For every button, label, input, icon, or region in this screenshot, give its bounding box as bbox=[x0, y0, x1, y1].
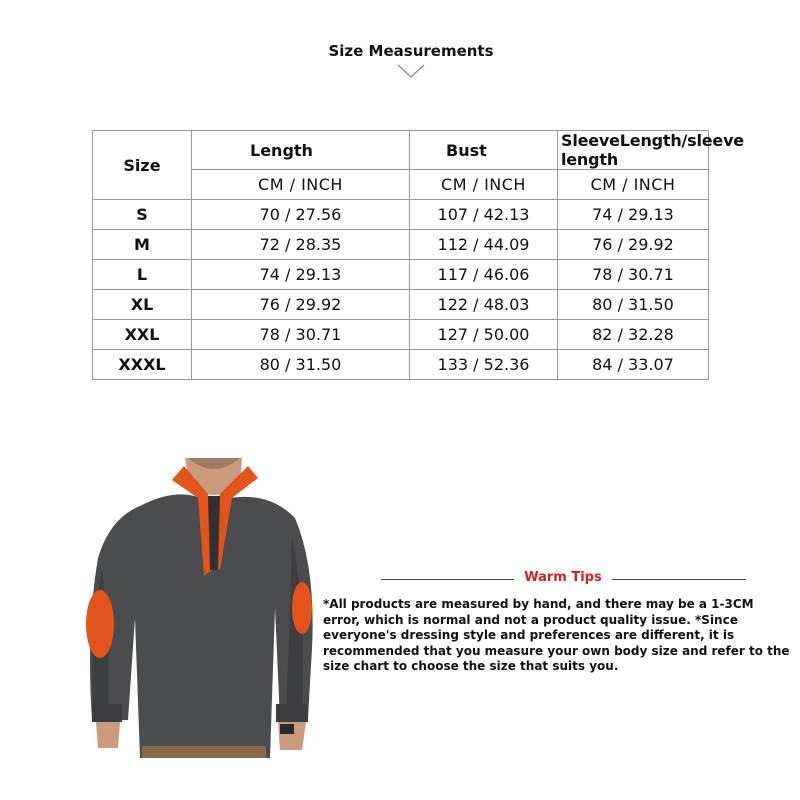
sleeve-cell: 82 / 32.28 bbox=[558, 320, 709, 350]
length-cell: 80 / 31.50 bbox=[192, 350, 410, 380]
size-cell: M bbox=[93, 230, 192, 260]
sleeve-cell: 84 / 33.07 bbox=[558, 350, 709, 380]
length-cell: 70 / 27.56 bbox=[192, 200, 410, 230]
chevron-down-icon bbox=[396, 62, 426, 80]
table-row bbox=[93, 260, 709, 290]
sleeve-cell: 80 / 31.50 bbox=[558, 290, 709, 320]
warm-tips-text: *All products are measured by hand, and there may be a 1-3CM error, which is normal and not a product quality issue. *Since everyone's dressing style and preferences are different, it is recommended that you measure your own body size and refer to the size chart to choose the size that suits you. bbox=[323, 597, 790, 673]
length-cell: 76 / 29.92 bbox=[192, 290, 410, 320]
size-cell: L bbox=[93, 260, 192, 290]
table-row bbox=[93, 350, 709, 380]
table-row bbox=[93, 290, 709, 320]
bust-column-header: Bust bbox=[410, 131, 558, 170]
page-title: Size Measurements bbox=[328, 42, 494, 60]
warm-tips-title: Warm Tips bbox=[524, 570, 602, 585]
size-cell: XL bbox=[93, 290, 192, 320]
bust-cell: 117 / 46.06 bbox=[410, 260, 558, 290]
length-cell: 78 / 30.71 bbox=[192, 320, 410, 350]
table-row bbox=[93, 230, 709, 260]
size-cell: XXL bbox=[93, 320, 192, 350]
bust-cell: 133 / 52.36 bbox=[410, 350, 558, 380]
length-column-header: Length bbox=[192, 131, 410, 170]
bust-unit-label: CM / INCH bbox=[410, 170, 558, 200]
bust-cell: 127 / 50.00 bbox=[410, 320, 558, 350]
length-cell: 74 / 29.13 bbox=[192, 260, 410, 290]
bust-cell: 107 / 42.13 bbox=[410, 200, 558, 230]
bust-cell: 122 / 48.03 bbox=[410, 290, 558, 320]
bust-cell: 112 / 44.09 bbox=[410, 230, 558, 260]
tips-divider-right bbox=[612, 579, 746, 580]
sleeve-column-header: SleeveLength/sleeve length bbox=[558, 131, 709, 170]
size-cell: S bbox=[93, 200, 192, 230]
length-unit-label: CM / INCH bbox=[192, 170, 410, 200]
sleeve-unit-label: CM / INCH bbox=[558, 170, 709, 200]
sleeve-cell: 74 / 29.13 bbox=[558, 200, 709, 230]
product-photo bbox=[80, 458, 320, 758]
length-cell: 72 / 28.35 bbox=[192, 230, 410, 260]
sleeve-cell: 78 / 30.71 bbox=[558, 260, 709, 290]
size-cell: XXXL bbox=[93, 350, 192, 380]
size-column-header: Size bbox=[93, 131, 192, 200]
tips-divider-left bbox=[381, 579, 514, 580]
size-chart-table bbox=[92, 130, 744, 380]
sleeve-cell: 76 / 29.92 bbox=[558, 230, 709, 260]
table-row bbox=[93, 320, 709, 350]
table-row bbox=[93, 200, 709, 230]
